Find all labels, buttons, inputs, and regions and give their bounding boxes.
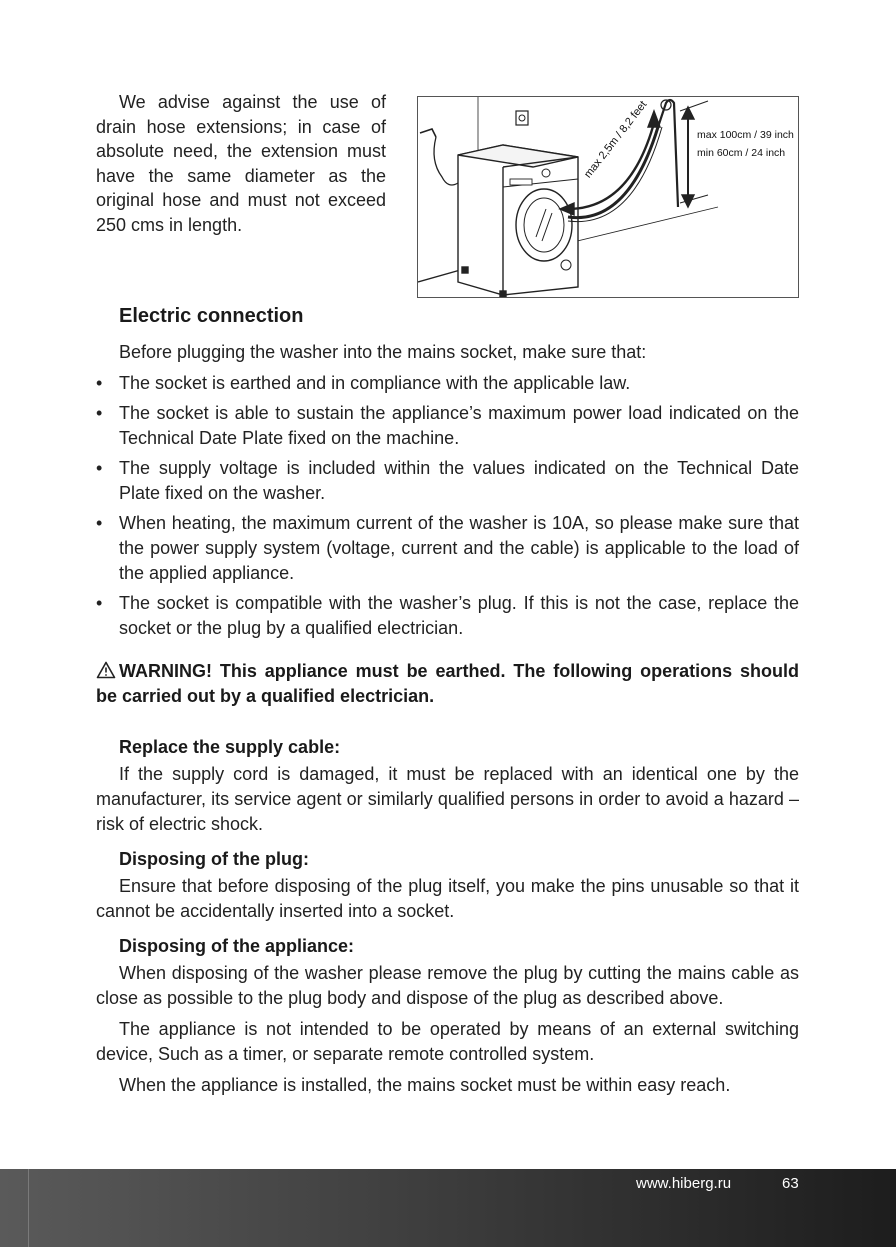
bullet-icon: • <box>96 593 103 613</box>
footer-website: www.hiberg.ru <box>636 1175 732 1192</box>
drain-hose-advice: We advise against the use of drain hose extensions; in case of absolute need, the extension must have the same diameter as the original hose and must not exceed 250 cms in length. <box>96 92 386 235</box>
electric-checklist <box>96 371 799 641</box>
replace-cable-heading: Replace the supply cable: <box>119 737 341 757</box>
external-switch-note: The appliance is not intended to be operated by means of an external switching device, Such as a timer, or separate remote controlled system. <box>96 1019 799 1064</box>
list-item: • The socket is compatible with the washer’s plug. If this is not the case, replace the socket or the plug by a qualified electrician. <box>96 593 799 638</box>
earthing-warning <box>96 659 799 709</box>
list-item: • The supply voltage is included within the values indicated on the Technical Date Plate fixed on the washer. <box>96 458 799 503</box>
page-number: 63 <box>782 1175 799 1192</box>
bullet-icon: • <box>96 458 103 478</box>
footer-divider <box>28 1169 29 1247</box>
inlet-hose <box>434 137 458 185</box>
list-item: • When heating, the maximum current of the washer is 10A, so please make sure that the power supply system (voltage, current and the cable) is applicable to the load of the applied appliance. <box>96 513 799 583</box>
installation-diagram <box>417 96 799 298</box>
water-tap <box>420 129 436 137</box>
dispose-appliance-heading: Disposing of the appliance: <box>119 936 355 956</box>
hose-length-label: max 2,5m / 8,2 feet <box>582 98 650 181</box>
washer-installation-drawing <box>418 97 799 298</box>
warning-icon <box>96 661 116 679</box>
max-height-label: max 100cm / 39 inch <box>697 129 794 141</box>
socket-reach-note: When the appliance is installed, the mains socket must be within easy reach. <box>119 1075 731 1095</box>
bullet-icon: • <box>96 373 103 393</box>
replace-cable-text: If the supply cord is damaged, it must be replaced with an identical one by the manufacturer, its service agent or similarly qualified persons in order to avoid a hazard – risk of electric shock. <box>96 764 799 834</box>
dispose-plug-heading: Disposing of the plug: <box>119 849 309 869</box>
main-content <box>96 302 799 1104</box>
electric-lead: Before plugging the washer into the mains socket, make sure that: <box>119 342 647 362</box>
drain-hose-riser <box>658 100 678 207</box>
electric-connection-heading: Electric connection <box>119 305 304 327</box>
list-item: • The socket is able to sustain the appliance’s maximum power load indicated on the Technical Date Plate fixed on the machine. <box>96 403 799 448</box>
bullet-icon: • <box>96 403 103 423</box>
list-item: • The socket is earthed and in compliance with the applicable law. <box>96 371 799 396</box>
wall-socket <box>516 111 528 125</box>
min-height-label: min 60cm / 24 inch <box>697 147 786 159</box>
page-footer <box>0 1169 896 1247</box>
bullet-icon: • <box>96 513 103 533</box>
dispose-appliance-text: When disposing of the washer please remove the plug by cutting the mains cable as close as possible to the plug body and dispose of the plug as described above. <box>96 963 799 1008</box>
washer-display <box>510 179 532 185</box>
washer-body <box>458 145 578 295</box>
warning-text: WARNING! This appliance must be earthed. The following operations should be carried out by a qualified electrician. <box>96 661 799 706</box>
dispose-plug-text: Ensure that before disposing of the plug itself, you make the pins unusable so that it cannot be accidentally inserted into a socket. <box>96 876 799 921</box>
